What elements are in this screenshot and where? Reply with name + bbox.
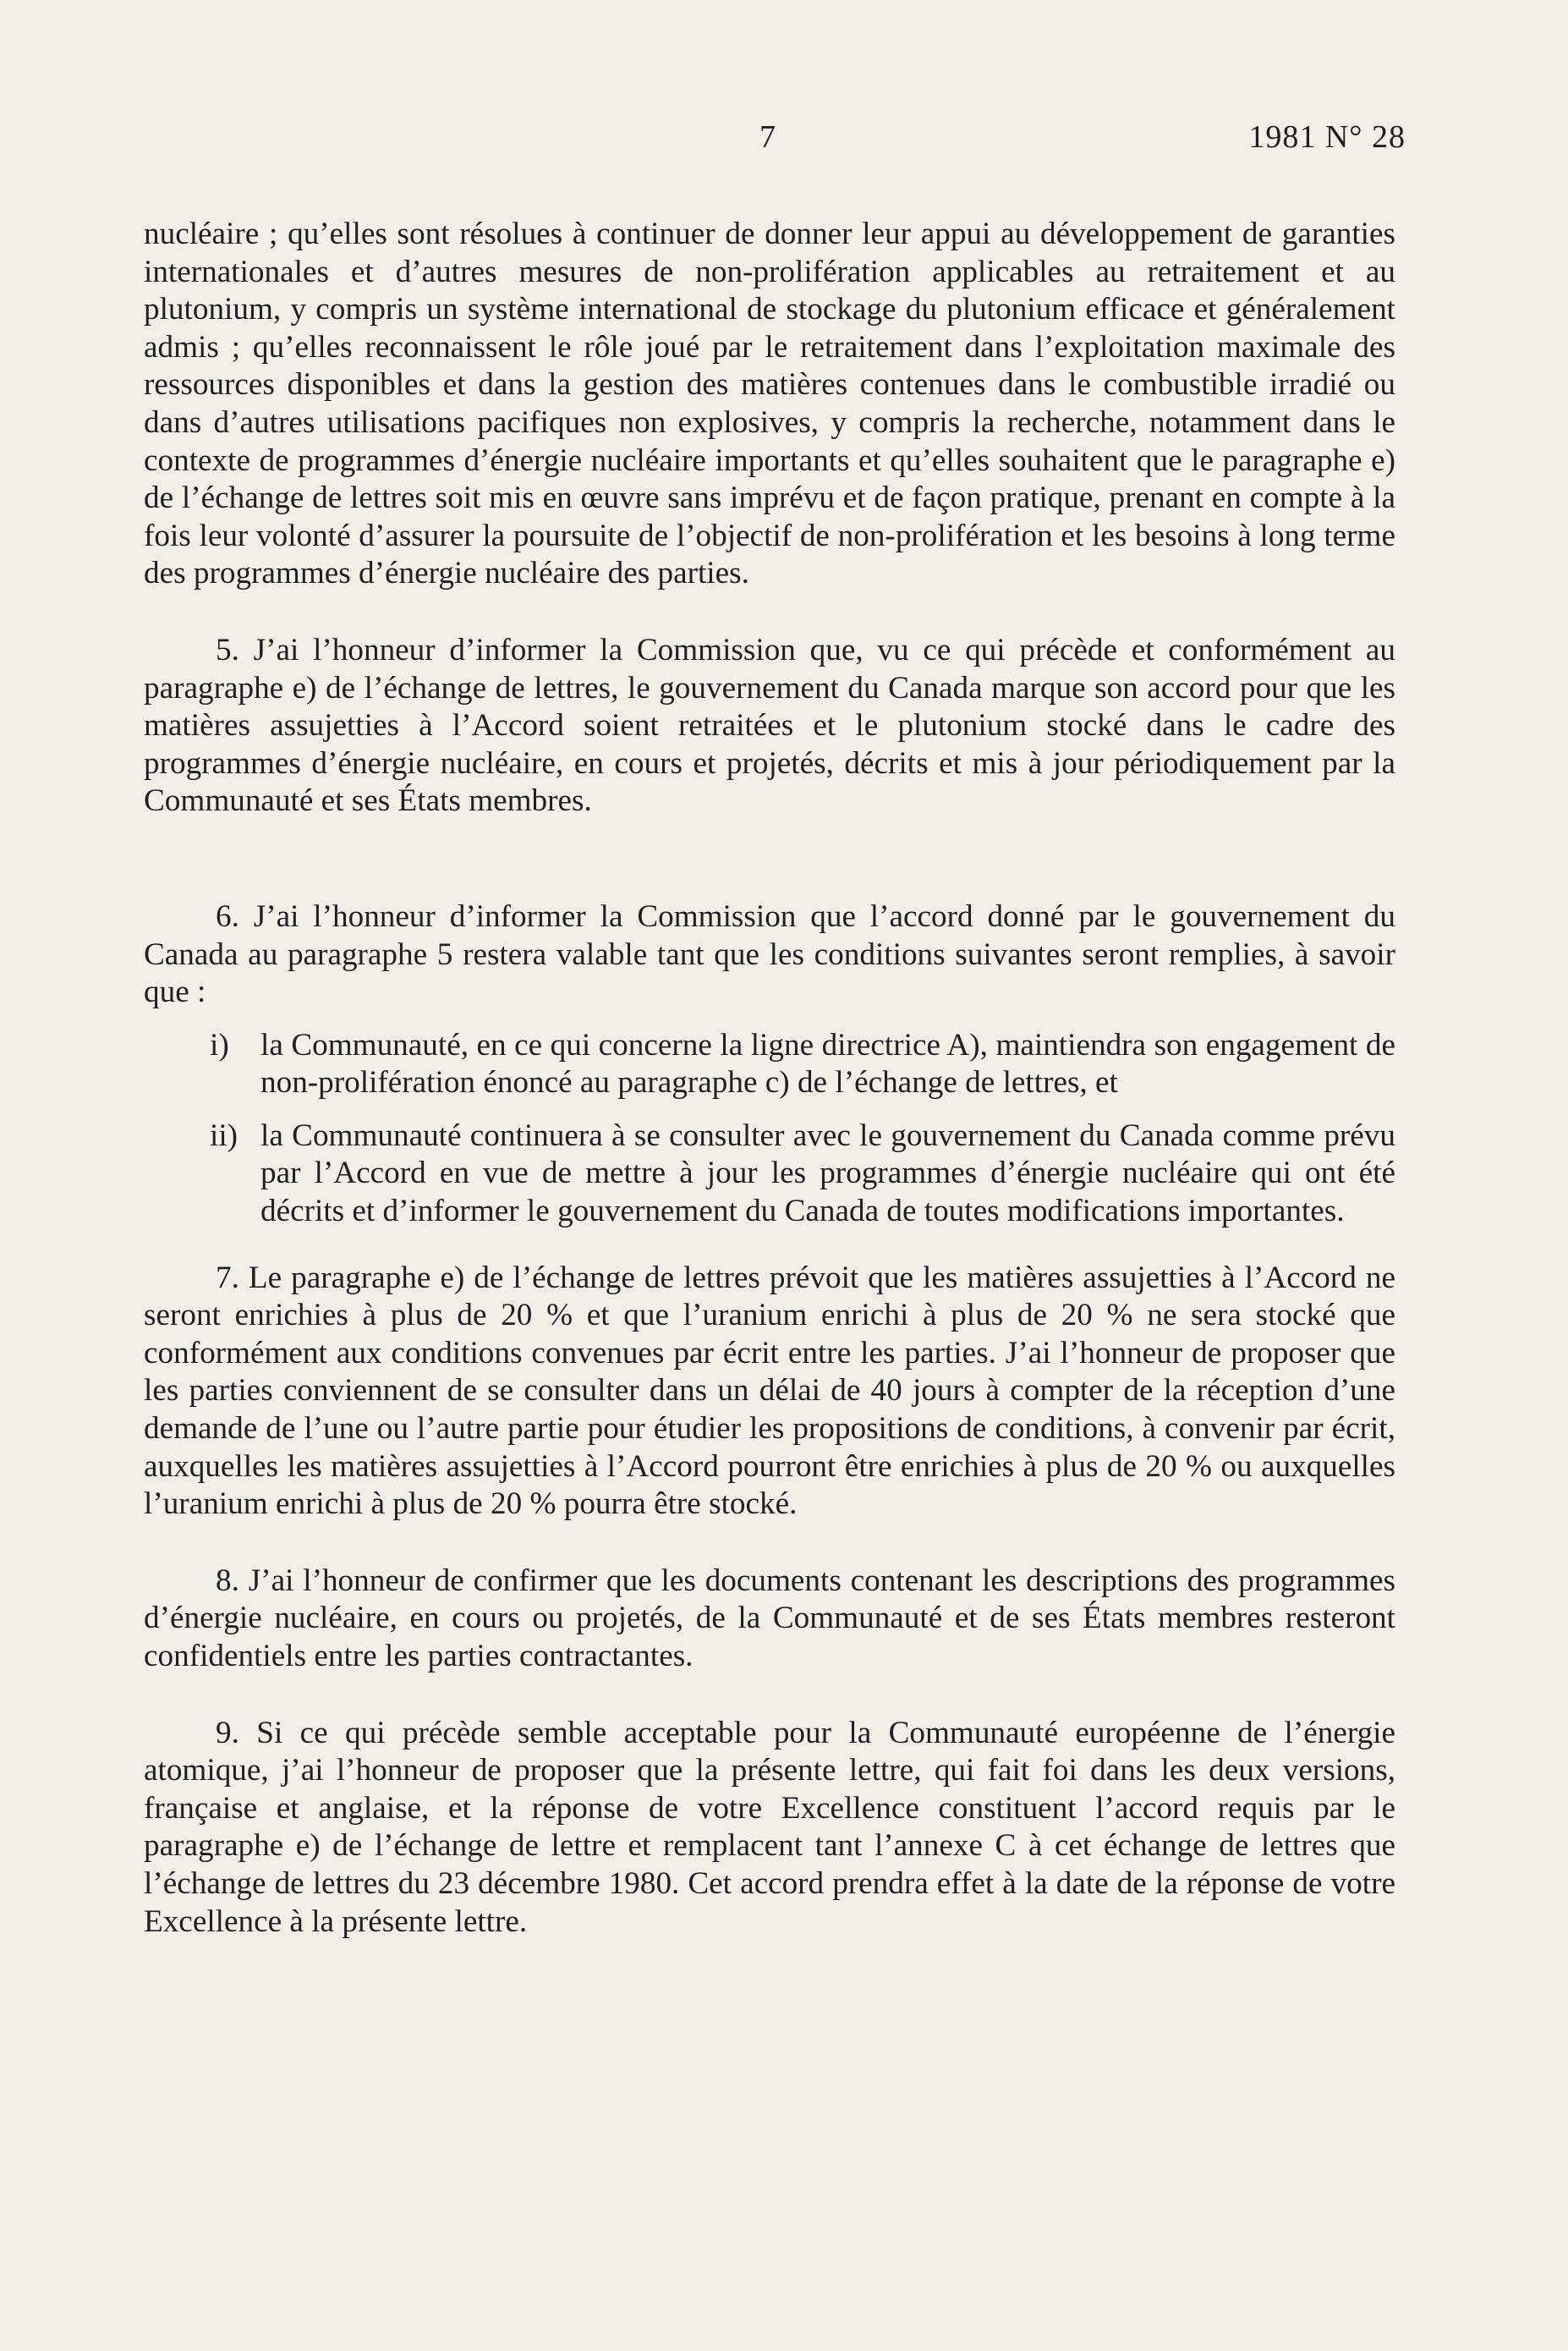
condition-item — [144, 1027, 1395, 1102]
condition-text: la Communauté continuera à se consulter avec le gouvernement du Canada comme prévu par l’Accord en vue de mettre à jour les programmes d’énergie nucléaire qui ont été décrits et d’informer le gouvernement du Canada de toutes modifications importantes. — [260, 1118, 1395, 1229]
conditions-list — [144, 1027, 1395, 1231]
paragraph-continuation: nucléaire ; qu’elles sont résolues à continuer de donner leur appui au développement de garanties internationales et d’autres mesures de non-prolifération applicables au retraitement et au plutonium, y compris un système international de stockage du plutonium efficace et généralement admis ; qu’elles reconnaissent le rôle joué par le retraitement dans l’exploitation maximale des ressources disponibles et dans la gestion des matières contenues dans le combustible irradié ou dans d’autres utilisations pacifiques non explosives, y compris la recherche, notamment dans le contexte de programmes d’énergie nucléaire importants et qu’elles souhaitent que le paragraphe e) de l’échange de lettres soit mis en œuvre sans imprévu et de façon pratique, prenant en compte à la fois leur volonté d’assurer la poursuite de l’objectif de non-prolifération et les besoins à long terme des programmes d’énergie nucléaire des parties. — [144, 217, 1395, 591]
page-number: 7 — [759, 119, 776, 155]
condition-marker: i) — [210, 1027, 229, 1063]
condition-item — [144, 1118, 1395, 1231]
paragraph-5: 5. J’ai l’honneur d’informer la Commission que, vu ce qui précède et conformément au paragraphe e) de l’échange de lettres, le gouvernement du Canada marque son accord pour que les matières assujetties à l’Accord soient retraitées et le plutonium stocké dans le cadre des programmes d’énergie nucléaire, en cours et projetés, décrits et mis à jour périodiquement par la Communauté et ses États membres. — [144, 632, 1395, 819]
page-header — [0, 118, 1568, 169]
document-reference: 1981 N° 28 — [1248, 119, 1406, 155]
paragraph-6: 6. J’ai l’honneur d’informer la Commission que l’accord donné par le gouvernement du Canada au paragraphe 5 restera valable tant que les conditions suivantes seront remplies, à savoir que : — [144, 898, 1395, 1010]
paragraph-8: 8. J’ai l’honneur de confirmer que les documents contenant les descriptions des programmes d’énergie nucléaire, en cours ou projetés, de la Communauté et de ses États membres resteront confidentiels entre les parties contractantes. — [144, 1563, 1395, 1673]
paragraph-7: 7. Le paragraphe e) de l’échange de lettres prévoit que les matières assujetties à l’Accord ne seront enrichies à plus de 20 % et que l’uranium enrichi à plus de 20 % ne sera stocké que conformément aux conditions convenues par écrit entre les parties. J’ai l’honneur de proposer que les parties conviennent de se consulter dans un délai de 40 jours à compter de la réception d’une demande de l’une ou l’autre partie pour étudier les propositions de conditions, à convenir par écrit, auxquelles les matières assujetties à l’Accord pourront être enrichies à plus de 20 % ou auxquelles l’uranium enrichi à plus de 20 % pourra être stocké. — [144, 1260, 1395, 1522]
paragraph-9: 9. Si ce qui précède semble acceptable pour la Communauté européenne de l’énergie atomique, j’ai l’honneur de proposer que la présente lettre, qui fait foi dans les deux versions, française et anglaise, et la réponse de votre Excellence constituent l’accord requis par le paragraphe e) de l’échange de lettre et remplacent tant l’annexe C à cet échange de lettres que l’échange de lettres du 23 décembre 1980. Cet accord prendra effet à la date de la réponse de votre Excellence à la présente lettre. — [144, 1715, 1395, 1939]
condition-text: la Communauté, en ce qui concerne la ligne directrice A), maintiendra son engagement de non-prolifération énoncé au paragraphe c) de l’échange de lettres, et — [260, 1027, 1395, 1101]
condition-marker: ii) — [210, 1118, 238, 1153]
body-text — [144, 216, 1395, 1941]
